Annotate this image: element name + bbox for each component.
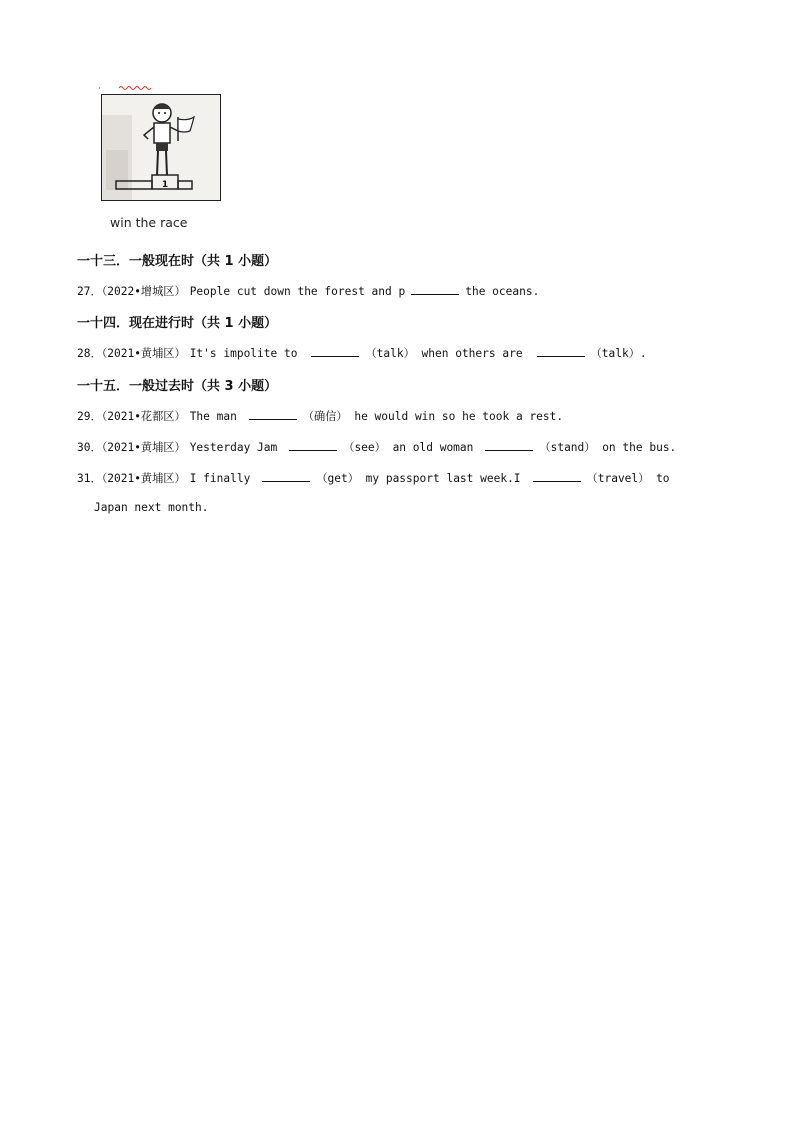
race-winner-illustration [101, 94, 221, 201]
squiggle-mark [99, 84, 159, 92]
answer-blank[interactable] [537, 346, 585, 357]
image-caption: win the race [110, 215, 188, 230]
answer-blank[interactable] [289, 440, 337, 451]
answer-blank[interactable] [262, 471, 310, 482]
question-27: 27．（2022•增城区） People cut down the forest and p the oceans. [77, 285, 540, 298]
question-31-continued: Japan next month. [94, 501, 209, 514]
question-31: 31．（2021•黄埔区） I finally （get） my passport last week.I （travel） to [77, 472, 670, 485]
answer-blank[interactable] [485, 440, 533, 451]
question-28: 28．（2021•黄埔区） It's impolite to （talk） when others are （talk）. [77, 347, 647, 360]
answer-blank[interactable] [533, 471, 581, 482]
boy-on-podium-icon [102, 95, 221, 201]
section-title-simple-past: 一十五．一般过去时（共 3 小题） [77, 379, 278, 394]
question-29: 29．（2021•花都区） The man （确信） he would win so he took a rest. [77, 410, 564, 423]
section-title-present-continuous: 一十四．现在进行时（共 1 小题） [77, 316, 278, 331]
svg-text:1: 1 [161, 180, 169, 190]
question-30: 30．（2021•黄埔区） Yesterday Jam （see） an old woman （stand） on the bus. [77, 441, 677, 454]
answer-blank[interactable] [411, 284, 459, 295]
answer-blank[interactable] [311, 346, 359, 357]
answer-blank[interactable] [249, 409, 297, 420]
section-title-simple-present: 一十三．一般现在时（共 1 小题） [77, 254, 278, 269]
